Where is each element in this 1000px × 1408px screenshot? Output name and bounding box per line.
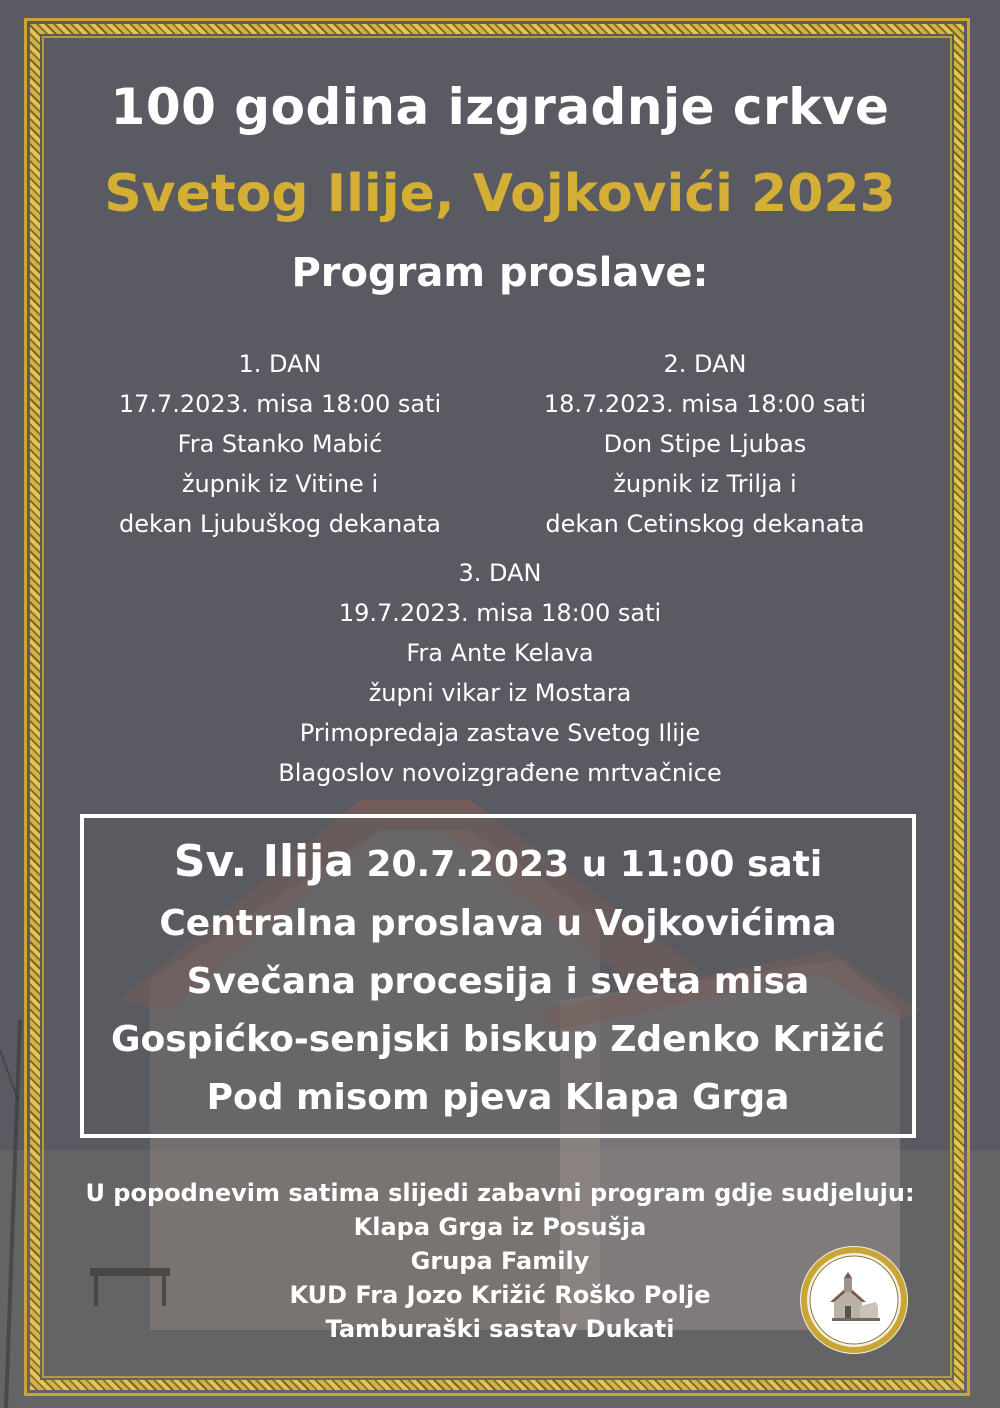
main-event-line: Gospićko-senjski biskup Zdenko Križić xyxy=(110,1019,886,1060)
day-line: Primopredaja zastave Svetog Ilije xyxy=(299,719,701,747)
main-event-box xyxy=(80,814,916,1138)
day-label: 2. DAN xyxy=(663,350,747,378)
day-1-block xyxy=(80,344,480,544)
poster-subtitle: Svetog Ilije, Vojkovići 2023 xyxy=(104,164,896,224)
main-event-line: Svečana procesija i sveta misa xyxy=(186,961,810,1002)
day-line: Fra Ante Kelava xyxy=(406,639,594,667)
main-event-line: Pod misom pjeva Klapa Grga xyxy=(206,1077,790,1118)
day-date: 17.7.2023. misa 18:00 sati xyxy=(118,390,442,418)
afternoon-intro: U popodnevim satima slijedi zabavni program gdje sudjeluju: xyxy=(85,1179,915,1207)
performer-item: Tamburaški sastav Dukati xyxy=(325,1315,675,1343)
day-date: 18.7.2023. misa 18:00 sati xyxy=(543,390,867,418)
poster-title: 100 godina izgradnje crkve xyxy=(110,78,890,136)
day-label: 1. DAN xyxy=(238,350,322,378)
main-event-line: Centralna proslava u Vojkovićima xyxy=(159,903,837,944)
day-2-block xyxy=(500,344,910,544)
program-heading: Program proslave: xyxy=(291,250,709,296)
day-line: dekan Cetinskog dekanata xyxy=(545,510,865,538)
performer-item: Grupa Family xyxy=(410,1247,590,1275)
day-line: župnik iz Trilja i xyxy=(613,470,797,498)
church-seal-icon xyxy=(798,1244,910,1356)
day-line: dekan Ljubuškog dekanata xyxy=(118,510,442,538)
day-line: Blagoslov novoizgrađene mrtvačnice xyxy=(278,759,722,787)
performer-item: Klapa Grga iz Posušja xyxy=(353,1213,647,1241)
main-event-headline xyxy=(84,832,912,895)
day-line: Fra Stanko Mabić xyxy=(177,430,383,458)
day-line: župni vikar iz Mostara xyxy=(368,679,632,707)
day-date: 19.7.2023. misa 18:00 sati xyxy=(338,599,662,627)
day-label: 3. DAN xyxy=(458,559,542,587)
day-line: Don Stipe Ljubas xyxy=(603,430,807,458)
main-event-datetime: 20.7.2023 u 11:00 sati xyxy=(366,844,823,885)
day-3-block xyxy=(200,553,800,793)
main-event-name: Sv. Ilija xyxy=(173,836,354,887)
day-line: župnik iz Vitine i xyxy=(181,470,379,498)
performer-item: KUD Fra Jozo Križić Roško Polje xyxy=(289,1281,711,1309)
